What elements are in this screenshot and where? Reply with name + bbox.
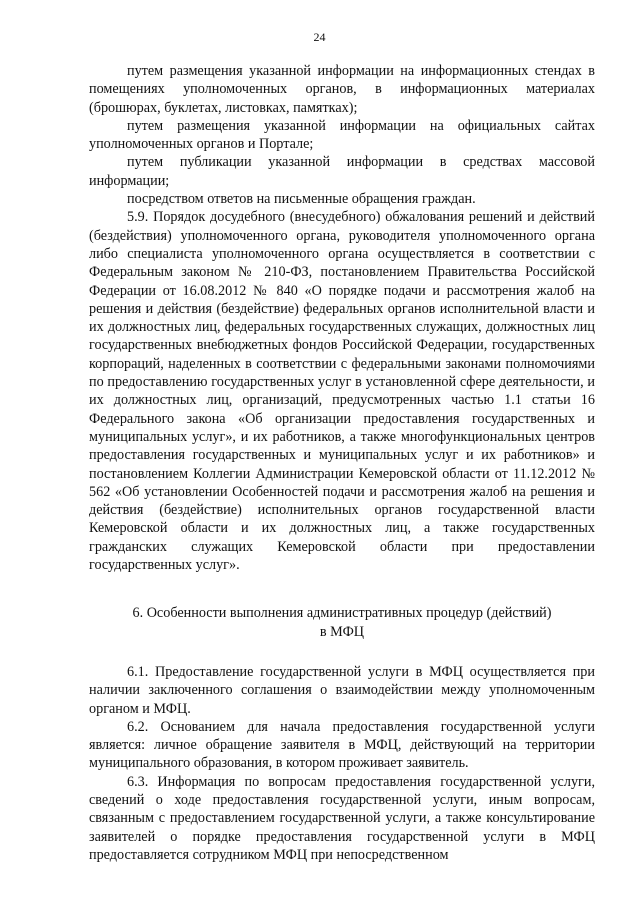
section-heading — [89, 604, 595, 641]
paragraph-5-9: 5.9. Порядок досудебного (внесудебного) обжалования решений и действий (бездействия) уполномоченного органа, руководителя уполномоченного органа либо специалиста уполномоченного органа осуществляется в соответствии с Федеральным законом № 210-ФЗ, постановлением Правительства Российской Федерации от 16.08.2012 № 840 «О порядке подачи и рассмотрения жалоб на решения и действия (бездействие) федеральных органов исполнительной власти и их должностных лиц, федеральных государственных служащих, должностных лиц государственных внебюджетных фондов Российской Федерации, государственных корпораций, наделенных в соответствии с федеральными законами полномочиями по предоставлению государственных услуг в установленной сфере деятельности, и их должностных лиц, организаций, предусмотренных частью 1.1 статьи 16 Федерального закона «Об организации предоставления государственных и муниципальных услуг», и их работников, а также многофункциональных центров предоставления государственных и муниципальных услуг и их работников» и постановлением Коллегии Администрации Кемеровской области от 11.12.2012 № 562 «Об установлении Особенностей подачи и рассмотрения жалоб на решения и действия (бездействие) исполнительных органов государственной власти Кемеровской области и их должностных лиц, а также государственных гражданских служащих Кемеровской области при предоставлении государственных услуг». — [89, 209, 595, 574]
page-number: 24 — [313, 30, 326, 44]
paragraph: путем публикации указанной информации в средствах массовой информации; — [89, 154, 595, 189]
paragraph-6-3: 6.3. Информация по вопросам предоставления государственной услуги, сведений о ходе предоставления государственной услуги, иным вопросам, связанным с предоставлением государственной услуги, а также консультирование заявителей о порядке предоставления государственной услуги в МФЦ предоставляется сотрудником МФЦ при непосредственном — [89, 773, 595, 863]
paragraph: путем размещения указанной информации на официальных сайтах уполномоченных органов и Портале; — [89, 117, 595, 153]
paragraph: путем размещения указанной информации на информационных стендах в помещениях уполномоченных органов, в информационных материалах (брошюрах, буклетах, листовках, памятках); — [89, 63, 595, 116]
paragraph-6-2: 6.2. Основанием для начала предоставления государственной услуги является: личное обращение заявителя в МФЦ, действующий на территории муниципального образования, в котором проживает заявитель. — [89, 718, 595, 772]
section-heading-line2: в МФЦ — [319, 623, 365, 640]
paragraph: посредством ответов на письменные обращения граждан. — [127, 191, 476, 208]
document-body — [89, 62, 595, 864]
paragraph-6-1: 6.1. Предоставление государственной услуги в МФЦ осуществляется при наличии заключенного соглашения о взаимодействии между уполномоченным органом и МФЦ. — [89, 663, 595, 717]
section-heading-line1: 6. Особенности выполнения административных процедур (действий) — [132, 605, 552, 622]
